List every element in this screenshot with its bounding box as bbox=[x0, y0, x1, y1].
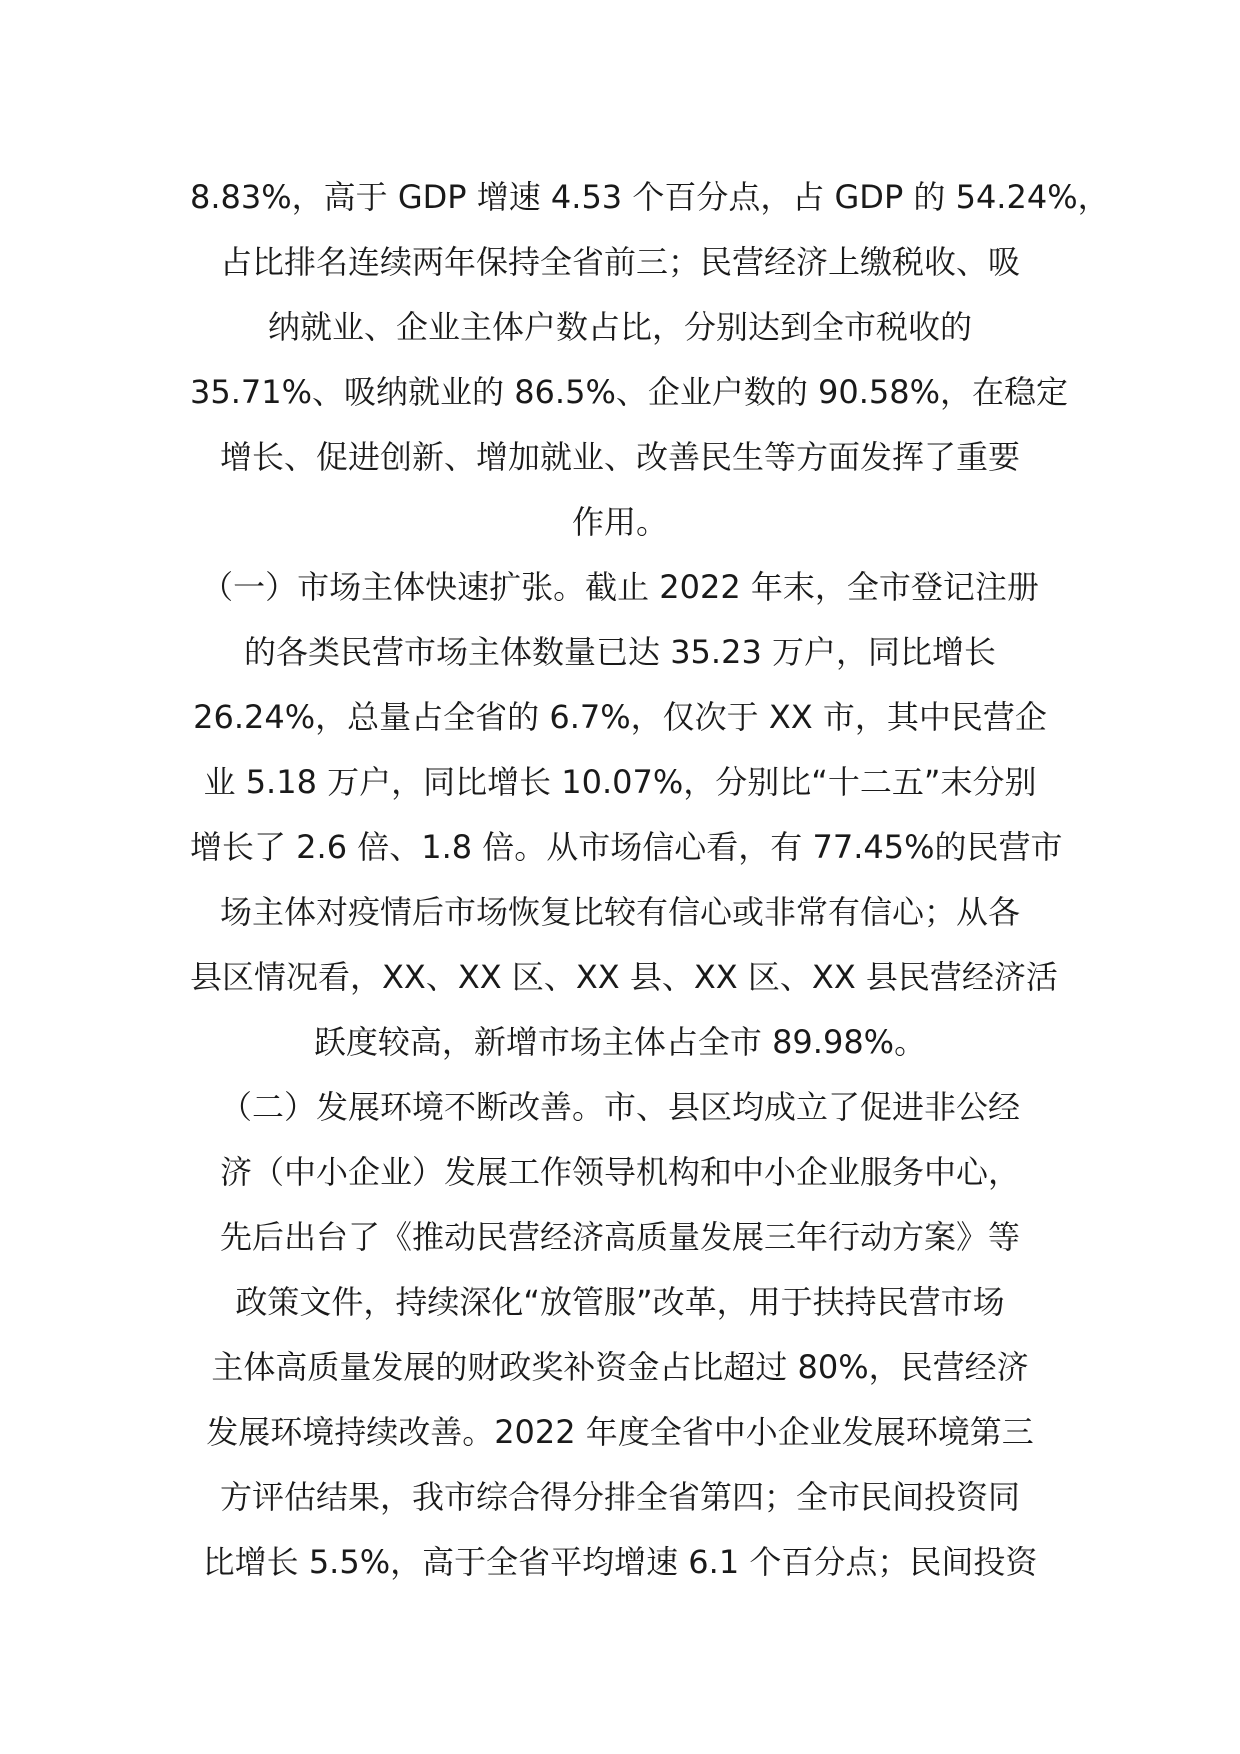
text-line: 比增长 5.5%，高于全省平均增速 6.1 个百分点；民间投资 bbox=[202, 1543, 1038, 1581]
text-line: 26.24%，总量占全省的 6.7%，仅次于 XX 市，其中民营企 bbox=[193, 698, 1047, 736]
text-line: 政策文件，持续深化“放管服”改革，用于扶持民营市场 bbox=[235, 1283, 1005, 1321]
text-line: 方评估结果，我市综合得分排全省第四；全市民间投资同 bbox=[219, 1478, 1020, 1516]
text-line: 增长了 2.6 倍、1.8 倍。从市场信心看，有 77.45%的民营市 bbox=[190, 828, 1063, 866]
text-line: 纳就业、企业主体户数占比，分别达到全市税收的 bbox=[267, 308, 972, 346]
text-line: 县区情况看，XX、XX 区、XX 县、XX 区、XX 县民营经济活 bbox=[190, 958, 1058, 996]
section-heading-line: （一）市场主体快速扩张。截止 2022 年末，全市登记注册 bbox=[201, 568, 1039, 606]
text-line: 主体高质量发展的财政奖补资金占比超过 80%，民营经济 bbox=[211, 1348, 1029, 1386]
text-line: 济（中小企业）发展工作领导机构和中小企业服务中心， bbox=[219, 1153, 1020, 1191]
text-line: 35.71%、吸纳就业的 86.5%、企业户数的 90.58%，在稳定 bbox=[190, 373, 1069, 411]
text-line: 增长、促进创新、增加就业、改善民生等方面发挥了重要 bbox=[219, 438, 1020, 476]
text-line: 占比排名连续两年保持全省前三；民营经济上缴税收、吸 bbox=[219, 243, 1020, 281]
section-heading-line: （二）发展环境不断改善。市、县区均成立了促进非公经 bbox=[219, 1088, 1020, 1126]
text-line: 作用。 bbox=[571, 503, 668, 541]
text-line: 发展环境持续改善。2022 年度全省中小企业发展环境第三 bbox=[206, 1413, 1034, 1451]
text-line: 业 5.18 万户，同比增长 10.07%，分别比“十二五”末分别 bbox=[203, 763, 1037, 801]
text-line: 跃度较高，新增市场主体占全市 89.98%。 bbox=[313, 1023, 927, 1061]
body-text bbox=[190, 165, 1110, 1595]
text-line: 场主体对疫情后市场恢复比较有信心或非常有信心；从各 bbox=[219, 893, 1020, 931]
text-line: 8.83%，高于 GDP 增速 4.53 个百分点，占 GDP 的 54.24%， bbox=[190, 178, 1110, 216]
text-line: 的各类民营市场主体数量已达 35.23 万户，同比增长 bbox=[244, 633, 996, 671]
text-line: 先后出台了《推动民营经济高质量发展三年行动方案》等 bbox=[219, 1218, 1020, 1256]
